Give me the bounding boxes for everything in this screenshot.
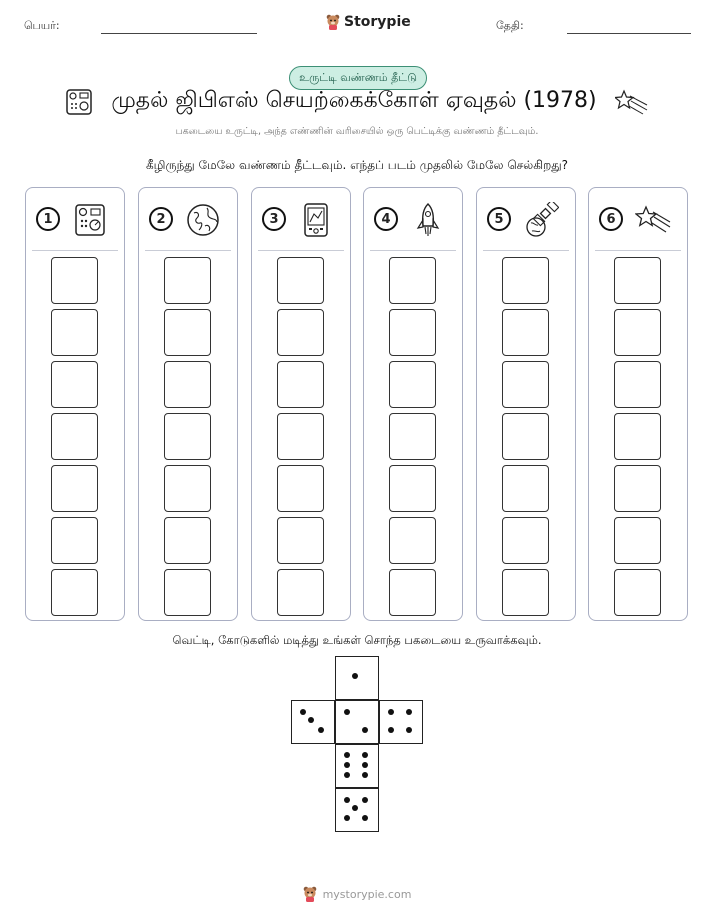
page-title: முதல் ஜிபிஎஸ் செயற்கைக்கோள் ஏவுதல் (1978) <box>111 88 597 113</box>
dice-column-2 <box>138 187 238 621</box>
color-box[interactable] <box>277 517 324 564</box>
column-header <box>26 188 124 250</box>
rocket-icon <box>410 202 446 238</box>
color-box[interactable] <box>51 309 98 356</box>
dice-face-4 <box>379 700 423 744</box>
gps-device-icon <box>298 202 334 238</box>
instruction: கீழிருந்து மேலே வண்ணம் தீட்டவும். எந்தப் படம் முதலில் மேலே செல்கிறது? <box>145 158 569 172</box>
bear-icon <box>303 886 317 902</box>
color-box[interactable] <box>389 309 436 356</box>
color-box[interactable] <box>614 465 661 512</box>
color-box[interactable] <box>164 257 211 304</box>
color-box[interactable] <box>389 413 436 460</box>
color-box[interactable] <box>51 465 98 512</box>
brand-logo <box>326 14 411 30</box>
column-divider <box>258 250 344 251</box>
color-box[interactable] <box>164 569 211 616</box>
earth-globe-icon <box>185 202 221 238</box>
color-box[interactable] <box>51 569 98 616</box>
date-line[interactable] <box>567 33 691 34</box>
column-divider <box>145 250 231 251</box>
column-header <box>477 188 575 250</box>
date-label: தேதி: <box>496 19 524 32</box>
control-panel-icon <box>65 88 93 116</box>
column-divider <box>483 250 569 251</box>
column-header <box>139 188 237 250</box>
color-box[interactable] <box>164 309 211 356</box>
color-box[interactable] <box>277 361 324 408</box>
column-number: 5 <box>487 207 511 231</box>
color-box[interactable] <box>51 361 98 408</box>
footer <box>0 886 714 902</box>
color-box[interactable] <box>51 413 98 460</box>
subtitle: பகடையை உருட்டி, அந்த எண்ணின் வரிசையில் ஒரு பெட்டிக்கு வண்ணம் தீட்டவும். <box>175 126 539 137</box>
activity-pill: உருட்டி வண்ணம் தீட்டு <box>289 66 427 90</box>
color-box[interactable] <box>502 569 549 616</box>
color-box[interactable] <box>502 465 549 512</box>
color-box[interactable] <box>277 465 324 512</box>
color-box[interactable] <box>389 465 436 512</box>
dice-column-5 <box>476 187 576 621</box>
column-header <box>364 188 462 250</box>
column-header <box>589 188 687 250</box>
column-number: 6 <box>599 207 623 231</box>
color-box[interactable] <box>389 257 436 304</box>
column-number: 2 <box>149 207 173 231</box>
color-box[interactable] <box>502 413 549 460</box>
column-divider <box>32 250 118 251</box>
bear-icon <box>326 14 340 30</box>
name-line[interactable] <box>101 33 257 34</box>
color-box[interactable] <box>389 569 436 616</box>
color-box[interactable] <box>277 257 324 304</box>
satellite-icon <box>523 202 559 238</box>
dice-net[interactable] <box>291 656 425 836</box>
color-box[interactable] <box>389 361 436 408</box>
dice-face-5 <box>335 788 379 832</box>
dice-column-3 <box>251 187 351 621</box>
color-box[interactable] <box>277 309 324 356</box>
color-box[interactable] <box>614 361 661 408</box>
dice-column-4 <box>363 187 463 621</box>
color-box[interactable] <box>164 465 211 512</box>
color-box[interactable] <box>614 413 661 460</box>
column-number: 1 <box>36 207 60 231</box>
dice-face-1 <box>335 656 379 700</box>
color-box[interactable] <box>164 413 211 460</box>
color-box[interactable] <box>164 517 211 564</box>
column-divider <box>595 250 681 251</box>
cut-instruction: வெட்டி, கோடுகளில் மடித்து உங்கள் சொந்த பகடையை உருவாக்கவும். <box>172 633 542 647</box>
color-box[interactable] <box>502 257 549 304</box>
color-box[interactable] <box>277 569 324 616</box>
color-box[interactable] <box>502 361 549 408</box>
color-box[interactable] <box>614 569 661 616</box>
control-panel-icon <box>72 202 108 238</box>
column-divider <box>370 250 456 251</box>
dice-face-2 <box>335 700 379 744</box>
color-box[interactable] <box>389 517 436 564</box>
dice-face-3 <box>291 700 335 744</box>
column-number: 4 <box>374 207 398 231</box>
shooting-star-icon <box>635 202 671 238</box>
dice-column-6 <box>588 187 688 621</box>
color-box[interactable] <box>502 517 549 564</box>
dice-column-1 <box>25 187 125 621</box>
color-box[interactable] <box>164 361 211 408</box>
color-box[interactable] <box>277 413 324 460</box>
brand-name: Storypie <box>344 14 411 30</box>
title-row <box>0 88 714 116</box>
dice-face-6 <box>335 744 379 788</box>
name-label: பெயர்: <box>24 19 60 32</box>
footer-url[interactable]: mystorypie.com <box>322 887 412 901</box>
color-box[interactable] <box>502 309 549 356</box>
color-box[interactable] <box>51 517 98 564</box>
shooting-star-icon <box>615 88 649 116</box>
color-box[interactable] <box>51 257 98 304</box>
color-box[interactable] <box>614 257 661 304</box>
column-header <box>252 188 350 250</box>
column-number: 3 <box>262 207 286 231</box>
color-box[interactable] <box>614 517 661 564</box>
color-box[interactable] <box>614 309 661 356</box>
